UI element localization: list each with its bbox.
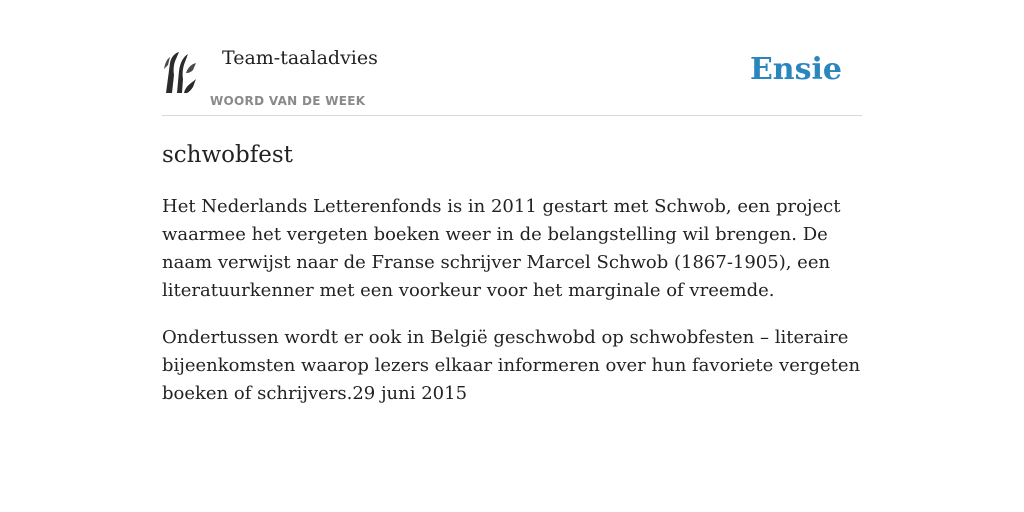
card-header (162, 40, 862, 116)
source-name: Team-taaladvies (222, 47, 378, 69)
entry-title: schwobfest (162, 142, 293, 168)
brand-logo-link[interactable]: Ensie (749, 52, 842, 87)
word-of-the-week-card (162, 40, 862, 408)
category-label: WOORD VAN DE WEEK (210, 94, 366, 108)
entry-paragraph: Het Nederlands Letterenfonds is in 2011 gestart met Schwob, een project waarmee het vergeten boeken weer in de belangstelling wil brengen. De naam verwijst naar de Franse schrijver Marcel Schwob (1867-1905), een literatuurkenner met een voorkeur voor het marginale of vreemde. (162, 196, 841, 301)
entry-paragraph: Ondertussen wordt er ook in België geschwobd op schwobfesten – literaire bijeenkomsten waarop lezers elkaar informeren over hun favoriete vergeten boeken of schrijvers.29 juni 2015 (162, 327, 861, 404)
lion-logo-icon (162, 49, 198, 95)
